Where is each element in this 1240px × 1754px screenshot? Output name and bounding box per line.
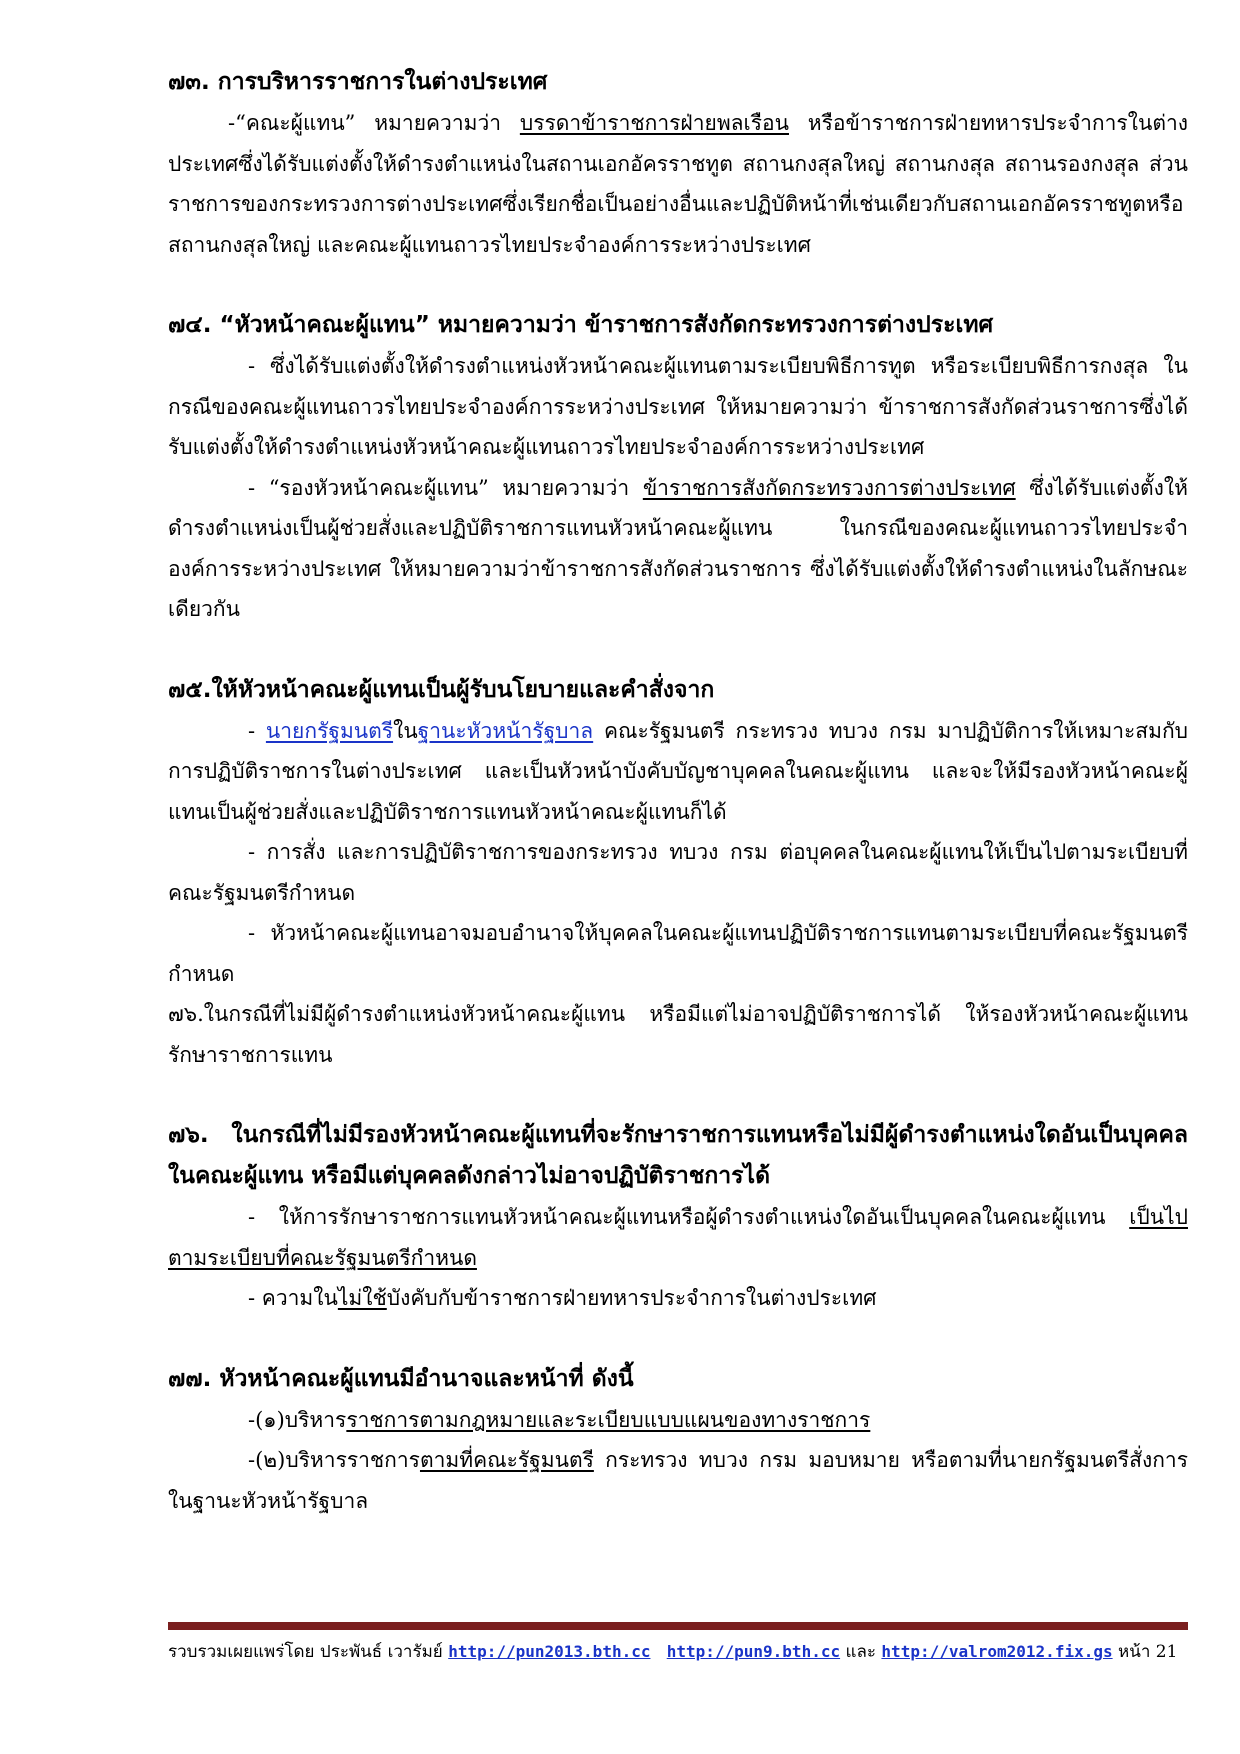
text: - “รองหัวหน้าคณะผู้แทน” หมายความว่า <box>248 475 643 500</box>
section-75-paragraph-3: - หัวหน้าคณะผู้แทนอาจมอบอำนาจให้บุคคลในคณะผู้แทนปฏิบัติราชการแทนตามระเบียบที่คณะรัฐมนตรีกำหนด <box>168 921 1188 986</box>
footer-credit: รวบรวมเผยแพร่โดย ประพันธ์ เวารัมย์ <box>168 1642 449 1662</box>
footer-link-pun9[interactable]: http://pun9.bth.cc <box>666 1642 841 1661</box>
text: กระทรวง ทบวง กรม มอบหมาย หรือตามที่นายกรัฐมนตรีสั่งการในฐานะหัวหน้ารัฐบาล <box>168 1448 1188 1513</box>
text: หรือข้าราชการฝ่ายทหารประจำการในต่างประเทศซึ่งได้รับแต่งตั้งให้ดำรงตำแหน่งในสถานเอกอัครราชทูต สถานกงสุลใหญ่ สถานกงสุล สถานรองกงสุล ส่วนราชการของกระทรวงการต่างประเทศซึ่งเรียกชื่อเป็นอย่างอื่นและปฏิบัติหน้าที่เช่นเดียวกับสถานเอกอัครราชทูตหรือสถานกงสุลใหญ่ และคณะผู้แทนถาวรไทยประจำองค์การระหว่างประเทศ <box>168 111 1188 257</box>
section-77-item-1 <box>168 1400 1188 1441</box>
text: - ความใน <box>248 1286 338 1310</box>
section-74-heading: ๗๔. “หัวหน้าคณะผู้แทน” หมายความว่า ข้าราชการสังกัดกระทรวงการต่างประเทศ <box>168 312 994 338</box>
section-73-heading: ๗๓. การบริหารราชการในต่างประเทศ <box>168 69 548 95</box>
section-77-item-2 <box>168 1440 1188 1521</box>
underlined-text: เป็นไปตามระเบียบที่คณะรัฐมนตรีกำหนด <box>168 1205 1188 1270</box>
section-74-paragraph-2 <box>168 468 1188 630</box>
prime-minister-link[interactable]: นายกรัฐมนตรี <box>265 718 394 743</box>
text: - ให้การรักษาราชการแทนหัวหน้าคณะผู้แทนหรือผู้ดำรงตำแหน่งใดอันเป็นบุคคลในคณะผู้แทน <box>248 1205 1106 1229</box>
footer-rule <box>168 1622 1188 1630</box>
underlined-text: ราชการตามกฎหมายและระเบียบแบบแผนของทางราชการ <box>346 1407 871 1432</box>
text: ซึ่งได้รับแต่งตั้งให้ดำรงตำแหน่งเป็นผู้ช่วยสั่งและปฏิบัติราชการแทนหัวหน้าคณะผู้แทน ในกรณีของคณะผู้แทนถาวรไทยประจำองค์การระหว่างประเทศ ให้หมายความว่าข้าราชการสังกัดส่วนราชการ ซึ่งได้รับแต่งตั้งให้ดำรงตำแหน่งในลักษณะเดียวกัน <box>168 475 1188 621</box>
section-76-paragraph-2 <box>168 1278 1188 1319</box>
footer-and: และ <box>845 1642 882 1662</box>
underlined-text: บรรดาข้าราชการฝ่ายพลเรือน <box>519 111 789 135</box>
text: -“คณะผู้แทน” หมายความว่า <box>228 111 520 135</box>
text: บังคับกับข้าราชการฝ่ายทหารประจำการในต่างประเทศ <box>386 1286 877 1310</box>
section-75-paragraph-2: - การสั่ง และการปฏิบัติราชการของกระทรวง ทบวง กรม ต่อบุคคลในคณะผู้แทนให้เป็นไปตามระเบียบที่คณะรัฐมนตรีกำหนด <box>168 840 1188 905</box>
footer-link-pun2013[interactable]: http://pun2013.bth.cc <box>448 1642 651 1661</box>
document-body <box>168 62 1188 1521</box>
spacer <box>168 265 1188 305</box>
text: -(๑)บริหาร <box>248 1407 347 1432</box>
page-number: หน้า 21 <box>1118 1642 1178 1662</box>
section-75-paragraph-4: ๗๖.ในกรณีที่ไม่มีผู้ดำรงตำแหน่งหัวหน้าคณะผู้แทน หรือมีแต่ไม่อาจปฏิบัติราชการได้ ให้รองหัวหน้าคณะผู้แทนรักษาราชการแทน <box>168 1002 1188 1067</box>
underlined-text: ไม่ใช้ <box>337 1286 387 1310</box>
text: - <box>248 718 266 743</box>
section-75-paragraph-1 <box>168 711 1188 833</box>
underlined-text: ข้าราชการสังกัดกระทรวงการต่างประเทศ <box>642 475 1016 500</box>
spacer <box>168 1075 1188 1115</box>
section-76-paragraph-1 <box>168 1197 1188 1278</box>
underlined-text: ตามที่คณะรัฐมนตรี <box>419 1448 594 1472</box>
head-of-government-link[interactable]: ฐานะหัวหน้ารัฐบาล <box>417 718 594 743</box>
page-footer <box>168 1640 1188 1664</box>
text: ใน <box>393 718 418 743</box>
footer-link-valrom2012[interactable]: http://valrom2012.fix.gs <box>881 1642 1113 1661</box>
text: คณะรัฐมนตรี กระทรวง ทบวง กรม มาปฏิบัติการให้เหมาะสมกับการปฏิบัติราชการในต่างประเทศ และเป็นหัวหน้าบังคับบัญชาบุคคลในคณะผู้แทน และจะให้มีรองหัวหน้าคณะผู้แทนเป็นผู้ช่วยสั่งและปฏิบัติราชการแทนหัวหน้าคณะผู้แทนก็ได้ <box>168 718 1189 824</box>
spacer <box>168 630 1188 670</box>
section-74-paragraph-1: - ซึ่งได้รับแต่งตั้งให้ดำรงตำแหน่งหัวหน้าคณะผู้แทนตามระเบียบพิธีการทูต หรือระเบียบพิธีการกงสุล ในกรณีของคณะผู้แทนถาวรไทยประจำองค์การระหว่างประเทศ ให้หมายความว่า ข้าราชการสังกัดส่วนราชการซึ่งได้รับแต่งตั้งให้ดำรงตำแหน่งหัวหน้าคณะผู้แทนถาวรไทยประจำองค์การระหว่างประเทศ <box>168 354 1188 459</box>
section-75-heading: ๗๕.ให้หัวหน้าคณะผู้แทนเป็นผู้รับนโยบายและคำสั่งจาก <box>168 676 715 703</box>
text: -(๒)บริหารราชการ <box>248 1448 420 1472</box>
section-73-paragraph <box>168 103 1188 265</box>
section-77-heading: ๗๗. หัวหน้าคณะผู้แทนมีอำนาจและหน้าที่ ดังนี้ <box>168 1365 634 1392</box>
spacer <box>168 1319 1188 1359</box>
section-76-heading: ๗๖. ในกรณีที่ไม่มีรองหัวหน้าคณะผู้แทนที่จะรักษาราชการแทนหรือไม่มีผู้ดำรงตำแหน่งใดอันเป็นบุคคลในคณะผู้แทน หรือมีแต่บุคคลดังกล่าวไม่อาจปฏิบัติราชการได้ <box>168 1122 1188 1189</box>
